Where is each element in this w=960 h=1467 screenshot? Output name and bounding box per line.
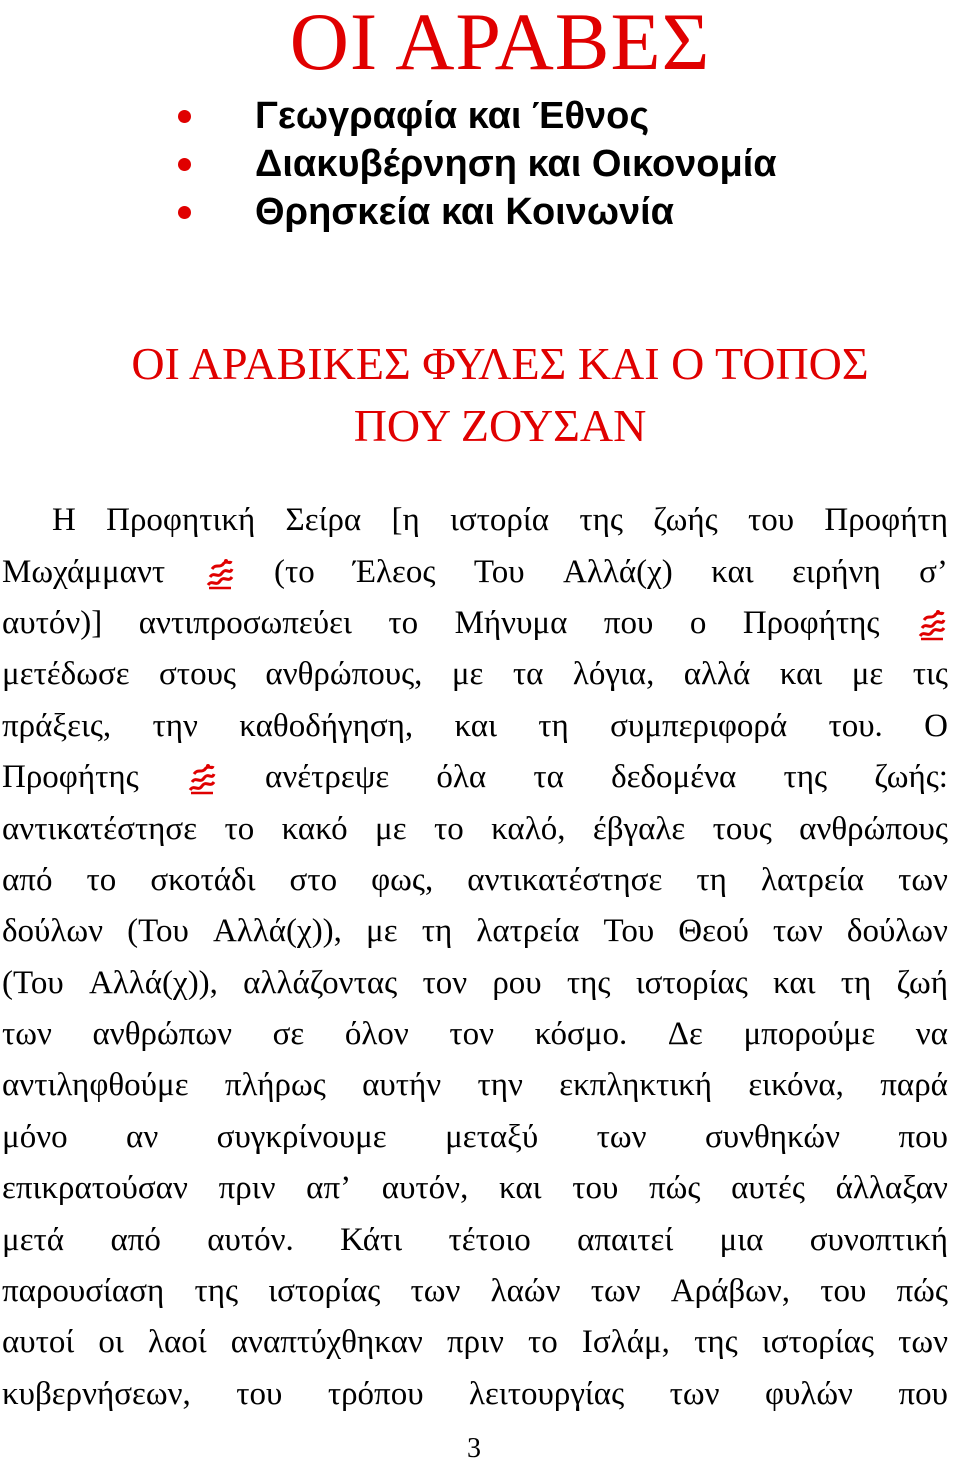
text-word: ανθρώπους,: [265, 656, 423, 693]
text-word: του: [748, 502, 795, 539]
text-word: αντιληφθούμε: [2, 1067, 189, 1104]
text-word: τις: [912, 656, 948, 693]
text-line: [2, 495, 948, 546]
text-word: πράξεις,: [2, 707, 112, 744]
text-word: Μήνυμα: [454, 604, 568, 641]
text-word: αντιπροσωπεύει: [138, 604, 352, 641]
text-word: Αλλά(χ)),: [212, 913, 342, 950]
text-word: της: [783, 759, 828, 796]
text-word: σ’: [919, 553, 948, 590]
text-line: [2, 649, 948, 700]
text-word: μια: [719, 1221, 764, 1258]
text-word: δούλων: [2, 913, 104, 950]
text-word: Κάτι: [340, 1221, 403, 1258]
text-word: επικρατούσαν: [2, 1170, 188, 1207]
text-word: το: [224, 810, 255, 847]
text-word: ιστορία: [450, 502, 550, 539]
bullet-icon: [178, 206, 191, 219]
text-word: μεταξύ: [445, 1118, 539, 1155]
text-word: αναπτύχθηκαν: [230, 1324, 423, 1361]
text-word: απαιτεί: [577, 1221, 674, 1258]
text-word: ανθρώπους: [799, 810, 948, 847]
text-word: τους: [712, 810, 772, 847]
text-word: των: [772, 913, 823, 950]
text-word: των: [2, 1016, 52, 1053]
text-word: το: [388, 604, 419, 641]
text-word: τη: [696, 861, 727, 898]
topic-label: Θρησκεία και Κοινωνία: [255, 190, 675, 233]
text-word: του: [236, 1375, 283, 1412]
text-word: τον: [449, 1016, 494, 1053]
text-word: την: [152, 707, 198, 744]
text-word: του: [820, 1273, 867, 1310]
text-word: αλλά: [683, 656, 751, 693]
text-word: πώς: [649, 1170, 701, 1207]
text-word: τέτοιο: [448, 1221, 531, 1258]
text-word: και: [711, 553, 754, 590]
text-word: κόσμο.: [534, 1016, 628, 1053]
text-word: παρουσίαση: [2, 1273, 165, 1310]
text-word: οι: [98, 1324, 124, 1361]
text-word: που: [603, 604, 654, 641]
text-word: το: [528, 1324, 558, 1361]
text-word: του.: [828, 707, 883, 744]
text-word: στους: [159, 656, 236, 693]
text-word: δεδομένα: [611, 759, 737, 796]
text-word: ιστορίας: [635, 964, 748, 1001]
topic-label: Γεωγραφία και Έθνος: [255, 94, 650, 137]
text-word: δούλων: [846, 913, 948, 950]
text-word: ανθρώπων: [92, 1016, 232, 1053]
text-word: Του: [603, 913, 655, 950]
text-word: απ’: [306, 1170, 352, 1207]
text-word: αλλάζοντας: [243, 964, 398, 1001]
text-line: [2, 752, 948, 803]
text-word: της: [694, 1324, 738, 1361]
text-word: πώς: [896, 1273, 948, 1310]
topic-label: Διακυβέρνηση και Οικονομία: [255, 142, 777, 185]
text-line: [2, 855, 948, 906]
text-line: [2, 1163, 948, 1214]
text-word: κυβερνήσεων,: [2, 1375, 191, 1412]
text-word: ζωής:: [874, 759, 948, 796]
text-word: Του: [473, 553, 525, 590]
text-word: της: [194, 1273, 239, 1310]
text-word: συμπεριφορά: [610, 707, 788, 744]
text-line: [2, 1317, 948, 1368]
text-word: Δε: [667, 1016, 703, 1053]
text-word: και: [779, 656, 823, 693]
text-word: λατρεία: [476, 913, 580, 950]
text-word: στο: [289, 861, 338, 898]
text-word: ο: [689, 604, 707, 641]
pbuh-calligraphy-icon: [204, 553, 236, 590]
text-word: των: [596, 1118, 647, 1155]
text-word: ζωής: [653, 502, 718, 539]
text-word: και: [499, 1170, 542, 1207]
text-word: [η: [391, 502, 420, 539]
topic-item: [178, 140, 777, 188]
text-word: πριν: [218, 1170, 276, 1207]
text-word: της: [579, 502, 623, 539]
text-word: ιστορίας: [761, 1324, 874, 1361]
text-word: μόνο: [2, 1118, 68, 1155]
text-word: εκπληκτική: [559, 1067, 713, 1104]
text-word: μπορούμε: [743, 1016, 876, 1053]
text-word: με: [366, 913, 398, 950]
text-word: σκοτάδι: [150, 861, 256, 898]
text-word: πλήρως: [224, 1067, 326, 1104]
bullet-icon: [178, 158, 191, 171]
text-word: συγκρίνουμε: [216, 1118, 387, 1155]
text-word: τον: [422, 964, 468, 1001]
text-word: Προφήτη: [824, 502, 948, 539]
text-word: των: [410, 1273, 461, 1310]
text-line: [2, 803, 948, 854]
text-word: Προφήτης: [2, 759, 139, 796]
text-word: την: [477, 1067, 523, 1104]
text-word: τη: [840, 964, 872, 1001]
bullet-icon: [178, 110, 191, 123]
section-heading-line: ΟΙ ΑΡΑΒΙΚΕΣ ΦΥΛΕΣ ΚΑΙ Ο ΤΟΠΟΣ: [131, 338, 869, 389]
text-word: άλλαξαν: [835, 1170, 948, 1207]
text-word: καθοδήγηση,: [239, 707, 414, 744]
section-heading: [0, 333, 960, 457]
text-word: αυτοί: [2, 1324, 75, 1361]
text-word: αυτόν.: [207, 1221, 294, 1258]
text-word: Μωχάμμαντ: [2, 553, 166, 590]
text-word: μετά: [2, 1221, 65, 1258]
text-line: [2, 958, 948, 1009]
text-word: πριν: [446, 1324, 504, 1361]
text-word: Σείρα: [285, 502, 362, 539]
body-paragraph: [2, 495, 948, 1420]
text-word: αν: [126, 1118, 159, 1155]
text-word: το: [433, 810, 464, 847]
page-number: 3: [467, 1433, 481, 1464]
text-word: με: [451, 656, 484, 693]
text-word: τη: [538, 707, 569, 744]
text-word: (Του: [2, 964, 64, 1001]
text-word: των: [669, 1375, 720, 1412]
text-word: αυτόν,: [381, 1170, 469, 1207]
text-line: [2, 1060, 948, 1111]
text-word: από: [2, 861, 53, 898]
text-word: φως,: [371, 861, 434, 898]
text-word: του: [572, 1170, 619, 1207]
text-word: τη: [421, 913, 453, 950]
text-word: των: [898, 861, 948, 898]
page-title: ΟΙ ΑΡΑΒΕΣ: [289, 0, 711, 87]
topic-item: [178, 188, 777, 236]
text-word: της: [566, 964, 611, 1001]
text-word: Η: [52, 502, 76, 539]
text-word: παρά: [880, 1067, 948, 1104]
text-word: αυτήν: [362, 1067, 442, 1104]
text-word: και: [454, 707, 497, 744]
text-word: εικόνα,: [748, 1067, 844, 1104]
text-word: καλό,: [491, 810, 566, 847]
text-word: τα: [533, 759, 564, 796]
text-word: με: [375, 810, 407, 847]
text-word: σε: [272, 1016, 305, 1053]
text-word: Έλεος: [353, 553, 436, 590]
text-word: λαοί: [147, 1324, 207, 1361]
section-heading-line: ΠΟΥ ΖΟΥΣΑΝ: [353, 400, 647, 451]
text-word: αυτόν)]: [2, 604, 103, 641]
text-word: Αλλά(χ)),: [88, 964, 218, 1001]
text-word: που: [898, 1375, 948, 1412]
text-word: μετέδωσε: [2, 656, 130, 693]
topics-list: [178, 92, 777, 236]
text-word: ζωή: [896, 964, 948, 1001]
topic-item: [178, 92, 777, 140]
text-line: [2, 546, 948, 597]
pbuh-calligraphy-icon: [186, 759, 218, 796]
text-word: Ο: [924, 707, 948, 744]
text-word: των: [590, 1273, 641, 1310]
text-word: Αράβων,: [670, 1273, 791, 1310]
text-line: [2, 1009, 948, 1060]
text-word: και: [773, 964, 816, 1001]
text-line: [2, 1266, 948, 1317]
text-line: [2, 1369, 948, 1420]
text-word: Ισλάμ,: [581, 1324, 670, 1361]
text-word: όλα: [436, 759, 487, 796]
text-word: να: [915, 1016, 948, 1053]
text-word: έβγαλε: [592, 810, 686, 847]
text-word: (το: [273, 553, 315, 590]
text-word: που: [898, 1118, 948, 1155]
pbuh-calligraphy-icon: [916, 605, 948, 642]
text-word: Θεού: [678, 913, 749, 950]
text-line: [2, 701, 948, 752]
text-line: [2, 1112, 948, 1163]
text-word: ρου: [492, 964, 542, 1001]
text-word: κακό: [281, 810, 348, 847]
text-word: των: [898, 1324, 948, 1361]
text-word: (Του: [127, 913, 189, 950]
text-word: λατρεία: [760, 861, 865, 898]
text-word: Προφήτης: [742, 604, 880, 641]
text-word: λειτουργίας: [469, 1375, 625, 1412]
text-word: όλον: [344, 1016, 409, 1053]
text-word: λόγια,: [572, 656, 655, 693]
text-word: ειρήνη: [792, 553, 881, 590]
text-word: τα: [512, 656, 544, 693]
text-word: το: [86, 861, 117, 898]
text-word: φυλών: [764, 1375, 853, 1412]
text-word: αντικατέστησε: [2, 810, 198, 847]
text-line: [2, 1214, 948, 1265]
text-word: ανέτρεψε: [265, 759, 390, 796]
text-word: αυτές: [731, 1170, 805, 1207]
text-line: [2, 906, 948, 957]
text-word: λαών: [490, 1273, 561, 1310]
text-word: από: [110, 1221, 161, 1258]
text-word: αντικατέστησε: [467, 861, 663, 898]
text-word: τρόπου: [327, 1375, 424, 1412]
text-word: με: [851, 656, 884, 693]
text-word: συνθηκών: [704, 1118, 841, 1155]
text-word: Αλλά(χ): [563, 553, 673, 590]
text-line: [2, 598, 948, 649]
text-word: Προφητική: [106, 502, 256, 539]
text-word: συνοπτική: [809, 1221, 948, 1258]
text-word: ιστορίας: [268, 1273, 381, 1310]
